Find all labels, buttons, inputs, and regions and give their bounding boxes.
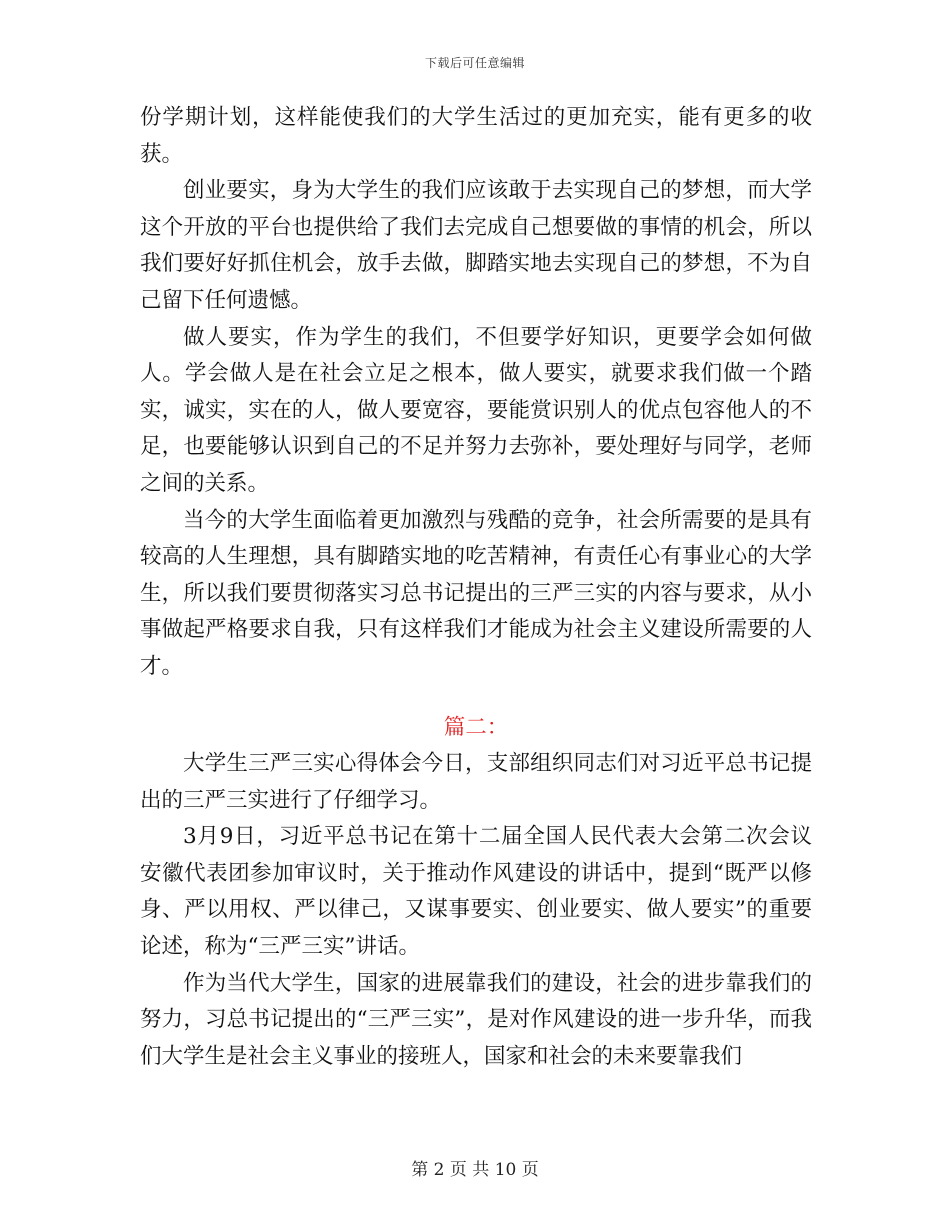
paragraph-5: 大学生三严三实心得体会今日，支部组织同志们对习近平总书记提出的三严三实进行了仔细学习。 bbox=[140, 751, 812, 813]
section-2 bbox=[140, 746, 812, 1075]
paragraph-1: 份学期计划，这样能使我们的大学生活过的更加充实，能有更多的收获。 bbox=[140, 105, 812, 167]
section-1 bbox=[140, 100, 812, 686]
paragraph-7: 作为当代大学生，国家的进展靠我们的建设，社会的进步靠我们的努力，习总书记提出的“三严三实”，是对作风建设的进一步升华，而我们大学生是社会主义事业的接班人，国家和社会的未来要靠我们 bbox=[140, 970, 812, 1069]
paragraph-2: 创业要实，身为大学生的我们应该敢于去实现自己的梦想，而大学这个开放的平台也提供给了我们去完成自己想要做的事情的机会，所以我们要好好抓住机会，放手去做，脚踏实地去实现自己的梦想，不为自己留下任何遗憾。 bbox=[140, 178, 812, 313]
section-2-title: 篇二： bbox=[443, 714, 509, 740]
paragraph-4: 当今的大学生面临着更加激烈与残酷的竞争，社会所需要的是具有较高的人生理想，具有脚踏实地的吃苦精神，有责任心有事业心的大学生，所以我们要贯彻落实习总书记提出的三严三实的内容与要求，从小事做起严格要求自我，只有这样我们才能成为社会主义建设所需要的人才。 bbox=[140, 507, 812, 679]
paragraph-6: 3月9日，习近平总书记在第十二届全国人民代表大会第二次会议安徽代表团参加审议时，关于推动作风建设的讲话中，提到“既严以修身、严以用权、严以律己，又谋事要实、创业要实、做人要实”的重要论述，称为“三严三实”讲话。 bbox=[140, 824, 812, 960]
page-header: 下载后可任意编辑 bbox=[424, 56, 525, 70]
paragraph-3: 做人要实，作为学生的我们，不但要学好知识，更要学会如何做人。学会做人是在社会立足之根本，做人要实，就要求我们做一个踏实，诚实，实在的人，做人要宽容，要能赏识别人的优点包容他人的不足，也要能够认识到自己的不足并努力去弥补，要处理好与同学，老师之间的关系。 bbox=[140, 324, 812, 496]
document-body bbox=[140, 100, 812, 1075]
page-footer: 第 2 页 共 10 页 bbox=[411, 1160, 539, 1180]
